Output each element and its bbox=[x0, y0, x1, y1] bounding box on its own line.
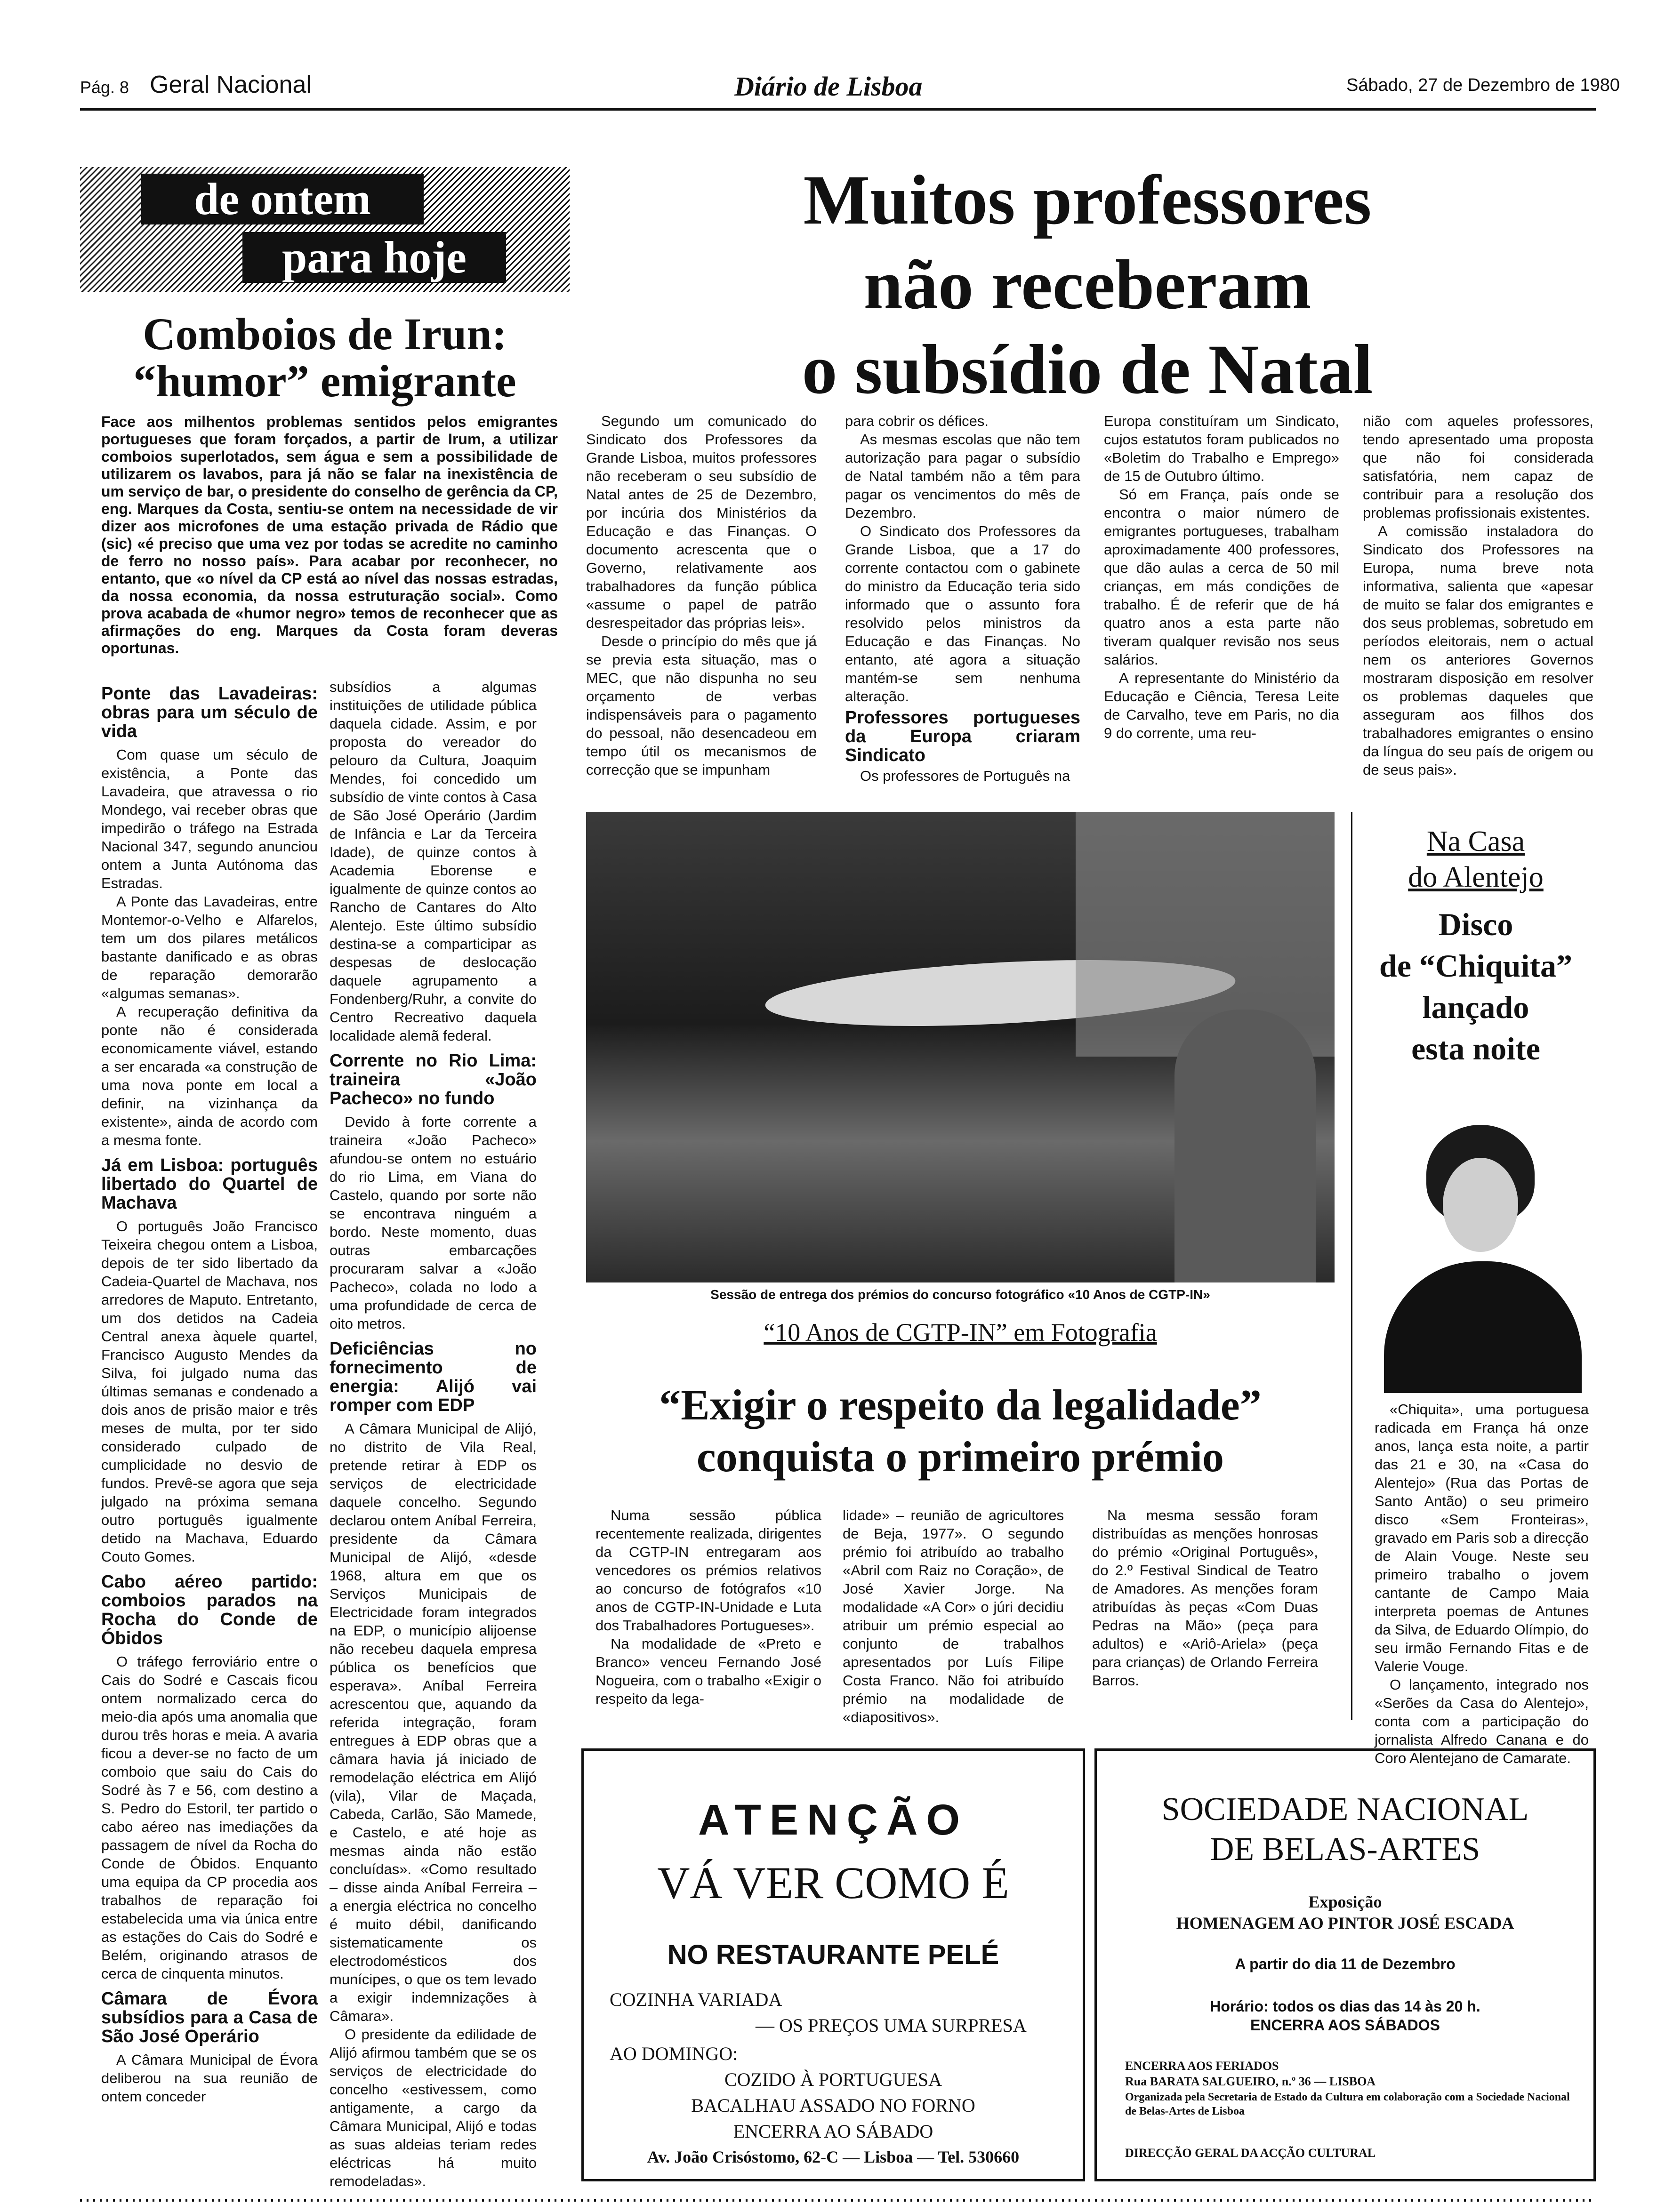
chiquita-p1: «Chiquita», uma portuguesa radicada em França há onze anos, lança esta noite, a partir das 21 e 30, na «Casa do Alentejo» (Rua das Portas de Santo Antão) o seu primeiro disco «Sem Fronteiras», gravado em Paris sob a direcção de Alain Vouge. Neste seu primeiro trabalho o jovem cantante de Campo Maia interpreta poemas de Antunes da Silva, de Eduardo Olímpio, do seu irmão Fernando Fitas e de Valerie Vouge. bbox=[1375, 1401, 1589, 1675]
alijo-p2: O presidente da edilidade de Alijó afirmou também que se os serviços de electricidade do concelho «estivessem, como antigamente, a cargo da Câmara Municipal, Alijó e todas as suas aldeias teriam redes eléctricas há muito remodeladas». bbox=[330, 2026, 537, 2189]
snba-l4: HOMENAGEM AO PINTOR JOSÉ ESCADA bbox=[1176, 1914, 1514, 1932]
prof-c3b: Só em França, país onde se encontra o maior número de emigrantes portugueses, trabalham aproximadamente 400 professores, que dão aulas a cerca de 50 mil crianças, em más condições de trabalho. É de referir que de há quatro anos a esta parte não tiveram qualquer revisão nos seus salários. bbox=[1104, 486, 1339, 668]
machava-title: Já em Lisboa: português libertado do Quartel de Machava bbox=[101, 1155, 318, 1213]
ponte-p3: A recuperação definitiva da ponte não é considerada economicamente viável, estando a ser encarada «a construção de uma nova ponte em local a definir, na vizinhança da existente», ainda de acordo com a mesma fonte. bbox=[101, 1003, 318, 1148]
comboios-lead: Face aos milhentos problemas sentidos pelos emigrantes portugueses que foram forçados, a partir de Irum, a utilizar comboios superlotados, sem água e sem a possibilidade de utilizarem os lavabos, para já não se falar na inexistência de um serviço de bar, o presidente do conselho de gerência da CP, eng. Marques da Costa, sentiu-se ontem na necessidade de vir dizer aos microfones de uma estação privada de Rádio que (sic) «é preciso que uma vez por todas se acredite no caminho de ferro no nosso país». Para acabar por reconhecer, no entanto, que «o nível da CP está ao nível das nossas estradas, da nossa economia, da nossa estruturação social». Como prova acabada de «humor negro» temos de reconhecer que as afirmações do eng. Marques da Costa foram deveras oportunas. bbox=[101, 413, 558, 657]
alijo-title: Deficiências no fornecimento de energia: Alijó vai romper com EDP bbox=[330, 1339, 537, 1415]
lima-p1: Devido à forte corrente a traineira «João Pacheco» afundou-se ontem no estuário do rio Lima, em Viana do Castelo, quando por sorte não se encontrava ninguém a bordo. Neste momento, duas outras embarcações procuraram salvar a «João Pacheco», colada no lodo a uma profundidade de cerca de oito metros. bbox=[330, 1114, 537, 1332]
pele-l2: VÁ VER COMO É bbox=[657, 1858, 1009, 1908]
cgtp-c3: Na mesma sessão foram distribuídas as menções honrosas do prémio «Original Português», do 2.º Festival Sindical de Teatro de Amadores. As menções foram atribuídas às peças «Com Duas Pedras na Mão» (peça para adultos) e «Ariô-Ariela» (peça para crianças) de Orlando Ferreira Barros. bbox=[1092, 1507, 1318, 1689]
column-banner bbox=[80, 167, 570, 292]
pele-l8: BACALHAU ASSADO NO FORNO bbox=[691, 2095, 975, 2116]
cgtp-headline-2: conquista o primeiro prémio bbox=[696, 1433, 1224, 1481]
chiquita-headline-3: lançado bbox=[1422, 989, 1529, 1025]
portrait-shoulders bbox=[1384, 1261, 1582, 1393]
evora-title: Câmara de Évora subsídios para a Casa de São José Operário bbox=[101, 1989, 318, 2046]
ponte-title: Ponte das Lavadeiras: obras para um século de vida bbox=[101, 684, 318, 741]
chiquita-rule bbox=[1351, 812, 1352, 1720]
photo-figure bbox=[1174, 1010, 1316, 1282]
ponte-p1: Com quase um século de existência, a Ponte das Lavadeira, que atravessa o rio Mondego, vai receber obras que impedirão o tráfego na Estrada Nacional 347, segundo anunciou ontem a Junta Autónoma das Estradas. bbox=[101, 746, 318, 891]
cgtp-photo-caption: Sessão de entrega dos prémios do concurso fotográfico «10 Anos de CGTP-IN» bbox=[710, 1287, 1210, 1302]
professores-col-2 bbox=[845, 412, 1080, 785]
alijo-p1: A Câmara Municipal de Alijó, no distrito de Vila Real, pretende retirar à EDP os serviços de electricidade daquele concelho. Segundo declarou ontem Aníbal Ferreira, presidente da Câmara Municipal de Alijó, «desde 1968, altura em que os Serviços Municipais de Electricidade foram integrados na EDP, o município alijoense não recebeu daquela empresa pública os benefícios que esperava». Aníbal Ferreira acrescentou que, aquando da referida integração, foram entregues à EDP obras que a câmara havia já iniciado de remodelação eléctrica em Alijó (vila), Vilar de Maçada, Cabeda, Carlão, São Mamede, e Castelo, e até hoje as mesmas ainda não estão concluídas». «Como resultado – disse ainda Aníbal Ferreira – a energia eléctrica no concelho é muito débil, danificando sistematicamente os electrodomésticos dos munícipes, o que os tem levado a exigir indemnizações à Câmara». bbox=[330, 1420, 537, 2024]
professores-headline-2: não receberam bbox=[863, 246, 1311, 324]
chiquita-headline-2: de “Chiquita” bbox=[1379, 948, 1572, 984]
ad-snba bbox=[1094, 1748, 1596, 2181]
professores-col-4 bbox=[1363, 412, 1593, 779]
professores-headline-1: Muitos professores bbox=[803, 161, 1372, 239]
chiquita-headline-4: esta noite bbox=[1411, 1031, 1540, 1066]
cgtp-col-1 bbox=[595, 1506, 821, 1708]
snba-l2: DE BELAS-ARTES bbox=[1210, 1831, 1480, 1867]
column-a bbox=[101, 678, 318, 2106]
prof-c3c: A representante do Ministério da Educação e Ciência, Teresa Leite de Carvalho, teve em Paris, no dia 9 do corrente, uma reu- bbox=[1104, 670, 1339, 741]
snba-l1: SOCIEDADE NACIONAL bbox=[1161, 1791, 1529, 1827]
issue-date: Sábado, 27 de Dezembro de 1980 bbox=[1346, 75, 1620, 95]
prof-c2c: O Sindicato dos Professores da Grande Lisboa, que a 17 do corrente contactou com o gabinete do ministro da Educação teria sido informado que o assunto fora resolvido pelos ministros da Educação e das Finanças. No entanto, até agora a situação mantém-se sem nenhuma alteração. bbox=[845, 523, 1080, 705]
snba-l5: A partir do dia 11 de Dezembro bbox=[1235, 1956, 1456, 1972]
cabo-p1: O tráfego ferroviário entre o Cais do Sodré e Cascais ficou ontem normalizado cerca do meio-dia após uma anomalia que durou três horas e meia. A avaria ficou a dever-se no facto de um comboio que saiu do Cais do Sodré às 7 e 56, com destino a S. Pedro do Estoril, ter partido o cabo aéreo nas imediações da passagem de nível da Rocha do Conde de Óbidos. Enquanto uma equipa da CP procedia aos trabalhos de reparação foi estabelecida uma via única entre as estações do Cais do Sodré e Belém, originando atrasos de cerca de cinquenta minutos. bbox=[101, 1653, 318, 1982]
pele-l9: ENCERRA AO SÁBADO bbox=[733, 2121, 933, 2142]
ad-restaurante-pele bbox=[581, 1748, 1085, 2181]
comboios-headline-2: “humor” emigrante bbox=[133, 356, 516, 406]
snba-l10: Organizada pela Secretaria de Estado da Cultura em colaboração com a Sociedade Nacional de Belas-Artes de Lisboa bbox=[1125, 2091, 1570, 2117]
prof-c4: nião com aqueles professores, tendo apresentado uma proposta que não foi considerada satisfatória, nem capaz de contribuir para a resolução dos problemas profissionais existentes. bbox=[1363, 413, 1593, 521]
professores-headline bbox=[574, 158, 1601, 412]
chiquita-portrait bbox=[1356, 1082, 1596, 1393]
cabo-title: Cabo aéreo partido: comboios parados na Rocha do Conde de Óbidos bbox=[101, 1572, 318, 1648]
cgtp-ceremony-photo bbox=[586, 812, 1335, 1282]
chiquita-kicker bbox=[1356, 824, 1596, 895]
pele-l5: — OS PREÇOS UMA SURPRESA bbox=[756, 2015, 1027, 2036]
ponte-p2: A Ponte das Lavadeiras, entre Montemor-o-Velho e Alfarelos, tem um dos pilares metálicos bastante danificado e as obras de reparação demorarão «algumas semanas». bbox=[101, 893, 318, 1002]
professores-col-3 bbox=[1104, 412, 1339, 742]
cgtp-headline bbox=[586, 1379, 1335, 1483]
pele-l4: COZINHA VARIADA bbox=[610, 1989, 782, 2010]
lima-title: Corrente no Rio Lima: traineira «João Pacheco» no fundo bbox=[330, 1051, 537, 1108]
portrait-face bbox=[1443, 1158, 1518, 1252]
chiquita-kicker-2: do Alentejo bbox=[1408, 861, 1544, 893]
pele-l10: Av. João Crisóstomo, 62-C — Lisboa — Tel. 530660 bbox=[647, 2148, 1020, 2166]
banner-line-1: de ontem bbox=[141, 174, 424, 224]
prof-c2d: Os professores de Português na bbox=[860, 768, 1070, 784]
prof-c1: Segundo um comunicado do Sindicato dos Professores da Grande Lisboa, muitos professores não receberam o seu subsídio de Natal antes de 25 de Dezembro, por incúria dos Ministérios da Educação e das Finanças. O documento acrescenta que o Governo, relativamente aos trabalhadores da função pública «assume o papel de patrão desrespeitador das próprias leis». bbox=[586, 413, 817, 631]
comboios-headline-1: Comboios de Irun: bbox=[143, 309, 507, 359]
section-name: Geral Nacional bbox=[150, 71, 312, 98]
snba-l3: Exposição bbox=[1308, 1892, 1382, 1911]
banner-line-2: para hoje bbox=[242, 232, 506, 283]
comboios-headline bbox=[80, 311, 570, 405]
prof-c2b: As mesmas escolas que não tem autorização para pagar o subsídio de Natal também não a têm para pagar os vencimentos do mês de Dezembro. bbox=[845, 431, 1080, 521]
evora-p1: A Câmara Municipal de Évora deliberou na sua reunião de ontem conceder bbox=[101, 2052, 318, 2105]
cgtp-c1b: Na modalidade de «Preto e Branco» venceu Fernando José Nogueira, com o trabalho «Exigir o respeito da lega- bbox=[595, 1635, 821, 1707]
snba-l8: ENCERRA AOS FERIADOS bbox=[1125, 2059, 1279, 2073]
cgtp-c2: lidade» – reunião de agricultores de Beja, 1977». O segundo prémio foi atribuído ao trabalho «Abril com Raiz no Coração», de José Xavier Jorge. Na modalidade «A Cor» o júri decidiu atribuir um prémio especial ao conjunto de trabalhos apresentados por Luís Filipe Costa Franco. Não foi atribuído prémio na modalidade de «diapositivos». bbox=[843, 1507, 1064, 1725]
chiquita-kicker-1: Na Casa bbox=[1426, 825, 1525, 858]
cgtp-col-2 bbox=[843, 1506, 1064, 1726]
pele-l1: ATENÇÃO bbox=[698, 1796, 969, 1844]
header-rule bbox=[80, 108, 1596, 111]
snba-l7: ENCERRA AOS SÁBADOS bbox=[1250, 2017, 1440, 2034]
snba-l9: Rua BARATA SALGUEIRO, n.º 36 — LISBOA bbox=[1125, 2075, 1376, 2088]
cgtp-c1: Numa sessão pública recentemente realizada, dirigentes da CGTP-IN entregaram aos vencedores os prémios relativos ao concurso de fotógrafos «10 anos de CGTP-IN-Unidade e Luta dos Trabalhadores Portugueses». bbox=[595, 1507, 821, 1634]
machava-p1: O português João Francisco Teixeira chegou ontem a Lisboa, depois de ter sido libertado da Cadeia-Quartel de Machava, nos arredores de Maputo. Entretanto, um dos detidos na Cadeia Central anexa àquele quartel, Francisco Augusto Mendes da Silva, foi julgado numa das últimas semanas e condenado a dois anos de prisão maior e três meses de multa, por ter sido considerado culpado de cumplicidade no desvio de fundos. Prevê-se agora que seja julgado na próxima semana outro português igualmente detido na Machava, Eduardo Couto Gomes. bbox=[101, 1218, 318, 1565]
chiquita-headline bbox=[1356, 904, 1596, 1069]
prof-c2: para cobrir os défices. bbox=[845, 413, 989, 429]
page-number: Pág. 8 bbox=[80, 78, 129, 97]
pele-l7: COZIDO À PORTUGUESA bbox=[724, 2069, 942, 2090]
column-b bbox=[330, 678, 537, 2190]
snba-l6: Horário: todos os dias das 14 às 20 h. bbox=[1210, 1998, 1480, 2015]
bottom-perforation bbox=[80, 2199, 1596, 2202]
prof-c1b: Desde o princípio do mês que já se previa esta situação, mas o MEC, que não dispunha no seu orçamento de verbas indispensáveis para o pagamento do pessoal, não desencadeou em tempo útil os mecanismos de correcção que se impunham bbox=[586, 633, 817, 778]
snba-l11: DIRECÇÃO GERAL DA ACÇÃO CULTURAL bbox=[1125, 2146, 1376, 2160]
professores-col-1 bbox=[586, 412, 817, 779]
chiquita-body bbox=[1375, 1400, 1589, 1767]
professores-headline-3: o subsídio de Natal bbox=[802, 330, 1373, 409]
evora-p2: subsídios a algumas instituições de utilidade pública daquela cidade. Assim, e por proposta do vereador do pelouro da Cultura, Joaquim Mendes, foi concedido um subsídio de vinte contos à Casa de São José Operário (Jardim de Infância e Lar da Terceira Idade), de quinze contos à Academia Eborense e igualmente de quinze contos ao Rancho de Cantares do Alto Alentejo. Este último subsídio destina-se a comparticipar as despesas de deslocação daquele agrupamento a Fondenberg/Ruhr, a convite do Centro Recreativo daquela localidade alemã federal. bbox=[330, 679, 537, 1044]
cgtp-col-3 bbox=[1092, 1506, 1318, 1690]
masthead: Diário de Lisboa bbox=[734, 71, 923, 102]
prof-c3: Europa constituíram um Sindicato, cujos estatutos foram publicados no «Boletim do Trabalho e Emprego» de 15 de Outubro último. bbox=[1104, 413, 1339, 484]
cgtp-headline-1: “Exigir o respeito da legalidade” bbox=[659, 1381, 1262, 1429]
prof-sub: Professores portugueses da Europa criaram Sindicato bbox=[845, 708, 1080, 765]
prof-c4b: A comissão instaladora do Sindicato dos Professores na Europa, numa breve nota informativa, salienta que «apesar de muito se falar dos emigrantes e dos seus problemas, sobretudo em períodos eleitorais, nem o actual nem os anteriores Governos mostraram disposição em resolver os problemas daqueles que asseguram aos filhos dos trabalhadores emigrantes o ensino da língua do seu país de origem ou de seus pais». bbox=[1363, 523, 1593, 778]
pele-l6: AO DOMINGO: bbox=[610, 2043, 738, 2064]
chiquita-headline-1: Disco bbox=[1438, 906, 1513, 942]
cgtp-kicker: “10 Anos de CGTP-IN” em Fotografia bbox=[764, 1318, 1157, 1346]
pele-l3: NO RESTAURANTE PELÉ bbox=[667, 1940, 999, 1970]
chiquita-p2: O lançamento, integrado nos «Serões da Casa do Alentejo», conta com a participação do jornalista Alfredo Canana e do Coro Alentejano de Camarate. bbox=[1375, 1676, 1589, 1766]
